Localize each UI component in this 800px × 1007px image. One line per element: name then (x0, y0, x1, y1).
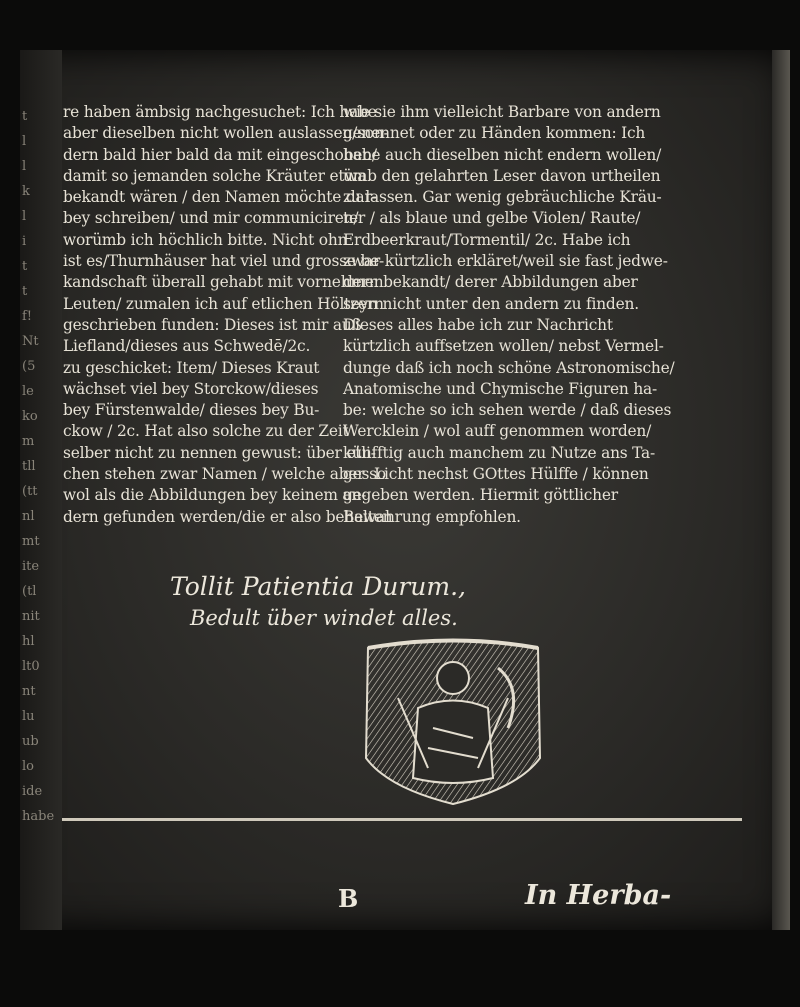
gutter-fragment: nl (22, 509, 35, 524)
text-line: seyn nicht unter den andern zu finden. (343, 294, 639, 313)
divider (62, 818, 742, 821)
handwritten-note: Bedult über windet alles. (190, 606, 458, 630)
gutter-fragment: f! (22, 309, 33, 324)
text-line: wächset viel bey Storckow/dieses (63, 379, 319, 398)
gutter-fragment: (tl (22, 584, 37, 599)
facing-page-gutter (20, 50, 62, 930)
gutter-fragment: l (22, 209, 27, 224)
text-line: damit so jemanden solche Kräuter etwa (63, 166, 367, 185)
text-line: wol als die Abbildungen bey keinem an- (63, 486, 367, 505)
text-line: geschrieben funden: Dieses ist mir auß (63, 315, 362, 334)
gutter-fragment: t (22, 259, 28, 274)
gutter-fragment: le (22, 384, 34, 399)
text-line: ges Licht nechst GOttes Hülffe / können (343, 465, 649, 484)
text-line: kürtzlich auffsetzen wollen/ nebst Vermel- (343, 337, 664, 356)
gutter-fragment: hl (22, 634, 35, 649)
gutter-fragment: ub (22, 734, 39, 749)
text-line: bekandt wären / den Namen möchte dar- (63, 188, 377, 207)
signature-mark: B (338, 884, 359, 913)
text-line: dunge daß ich noch schöne Astronomische/ (343, 358, 675, 377)
text-line: chen stehen zwar Namen / welche aber so (63, 465, 386, 484)
text-line: Leuten/ zumalen ich auf etlichen Höltzern (63, 294, 384, 313)
text-line: zu geschicket: Item/ Dieses Kraut (63, 358, 320, 377)
text-line: zwar kürtzlich erkläret/weil sie fast jedwe- (343, 252, 668, 271)
gutter-fragment: mt (22, 534, 40, 549)
text-line: dern bekandt/ derer Abbildungen aber (343, 273, 638, 292)
gutter-fragment: lu (22, 709, 35, 724)
gutter-fragment: i (22, 234, 27, 249)
gutter-fragment: lt0 (22, 659, 40, 674)
gutter-fragment: t (22, 284, 28, 299)
gutter-fragment: l (22, 159, 27, 174)
text-line: Erdbeerkraut/Tormentil/ 2c. Habe ich (343, 230, 631, 249)
text-line: Dieses alles habe ich zur Nachricht (343, 315, 613, 334)
text-line: Wercklein / wol auff genommen worden/ (343, 422, 652, 441)
gutter-fragment: Nt (22, 334, 39, 349)
text-line: re haben ämbsig nachgesuchet: Ich habe (63, 103, 377, 121)
text-line: ter / als blaue und gelbe Violen/ Raute/ (343, 209, 641, 228)
text-line: dern bald hier bald da mit eingeschoben/ (63, 145, 377, 164)
gutter-fragment: habe (22, 809, 55, 824)
text-line: ckow / 2c. Hat also solche zu der Zeit (63, 422, 349, 441)
text-line: Anatomische und Chymische Figuren ha- (343, 379, 658, 398)
text-line: künfftig auch manchem zu Nutze ans Ta- (343, 443, 656, 462)
text-line: ümb den gelahrten Leser davon urtheilen (343, 166, 661, 185)
catchword: In Herba- (525, 880, 672, 911)
gutter-fragment: l (22, 134, 27, 149)
text-line: bey schreiben/ und mir communiciren/ (63, 209, 359, 228)
woodcut-emblem-icon (358, 638, 548, 806)
text-line: zu lassen. Gar wenig gebräuchliche Kräu- (343, 188, 662, 207)
text-line: wie sie ihm vielleicht Barbare von andern (343, 103, 661, 121)
text-line: ist es/Thurnhäuser hat viel und grosse be- (63, 252, 385, 271)
text-line: bey Fürstenwalde/ dieses bey Bu- (63, 401, 320, 420)
text-column-left (63, 102, 393, 528)
motto: Tollit Patientia Durum., (170, 572, 466, 601)
text-line: Liefland/dieses aus Schwedē/2c. (63, 337, 311, 356)
gutter-fragment: (tt (22, 484, 38, 499)
gutter-fragment: nit (22, 609, 40, 624)
gutter-fragment: nt (22, 684, 36, 699)
text-line: kandschaft überall gehabt mit vornehmen (63, 273, 384, 292)
gutter-fragment: t (22, 109, 28, 124)
text-line: aber dieselben nicht wollen auslassen/son- (63, 124, 389, 143)
text-line: genennet oder zu Händen kommen: Ich (343, 124, 646, 143)
gutter-fragment: ko (22, 409, 38, 424)
text-line: habe auch dieselben nicht endern wollen/ (343, 145, 662, 164)
text-line: worümb ich höchlich bitte. Nicht ohn (63, 230, 348, 249)
gutter-fragment: tll (22, 459, 36, 474)
gutter-fragment: m (22, 434, 35, 449)
text-line: gegeben werden. Hiermit göttlicher (343, 486, 618, 505)
page-edge (772, 50, 790, 930)
text-line: Bewahrung empfohlen. (343, 507, 521, 526)
gutter-fragment: k (22, 184, 30, 199)
text-line: be: welche so ich sehen werde / daß dieses (343, 401, 672, 420)
gutter-fragment: ite (22, 559, 40, 574)
document-page (20, 50, 790, 930)
gutter-fragment: (5 (22, 359, 36, 374)
text-line: selber nicht zu nennen gewust: über etli- (63, 443, 376, 462)
gutter-fragment: lo (22, 759, 34, 774)
text-line: dern gefunden werden/die er also behalten (63, 507, 393, 526)
gutter-fragment: ide (22, 784, 43, 799)
text-column-right (343, 102, 673, 528)
